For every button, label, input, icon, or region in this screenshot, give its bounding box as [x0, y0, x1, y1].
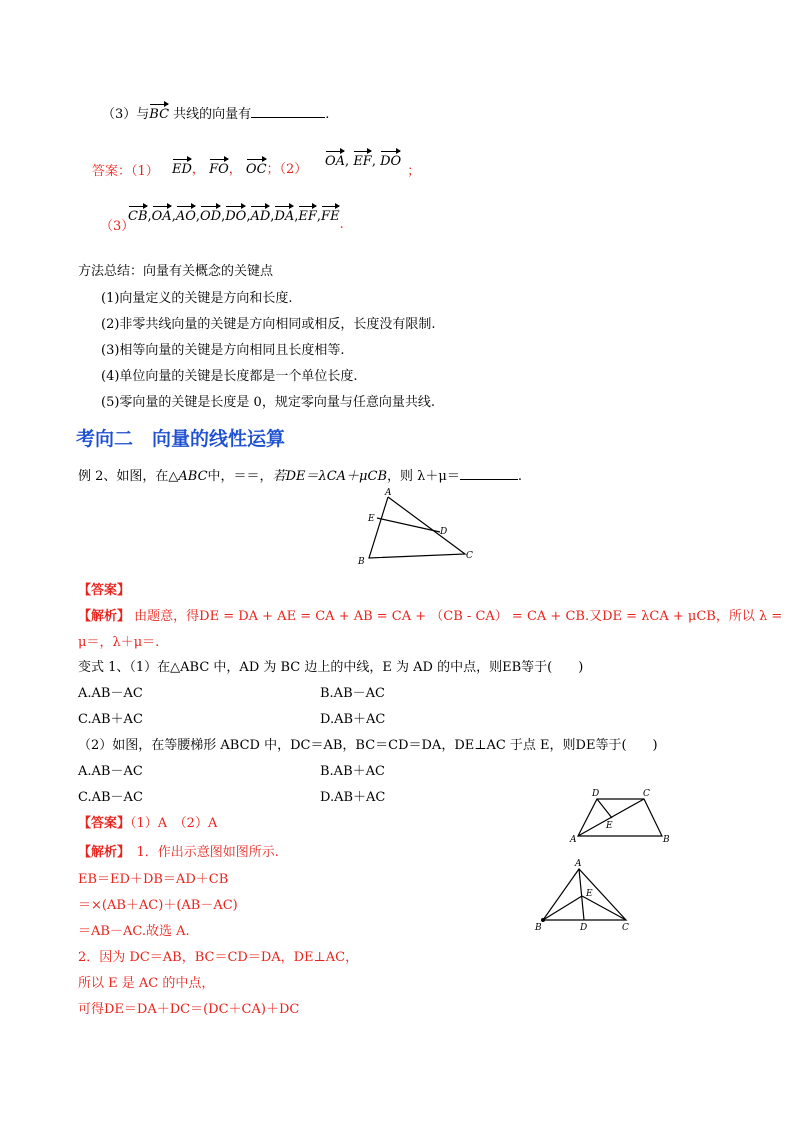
answer-label: 答案：: [92, 164, 132, 179]
vector-da: DA: [274, 205, 294, 226]
label-a: A: [570, 835, 577, 845]
label-d: D: [580, 923, 588, 933]
period: .: [517, 469, 522, 484]
trapezoid-figure: [568, 786, 678, 846]
answer-blank: [251, 105, 325, 118]
label-c: C: [466, 551, 473, 561]
analysis-line: ＝AB－AC.故选 A.: [78, 924, 190, 939]
label-e: E: [368, 514, 375, 524]
section-heading: 考向二 向量的线性运算: [76, 428, 286, 450]
answer-part2-label: ；（2）: [266, 162, 308, 177]
analysis-line: 可得DE＝DA＋DC＝(DC＋CA)＋DC: [78, 1002, 300, 1017]
variant-question-1: 变式 1、（1）在△ABC 中，AD 为 BC 边上的中线，E 为 AD 的中点，则EB等于( ): [78, 660, 584, 675]
label-a: A: [575, 859, 582, 869]
analysis-line: 所以 E 是 AC 的中点，: [78, 976, 215, 991]
answer-text: （1）A （2）A: [130, 816, 218, 831]
option-c: C.AB＋AC: [78, 712, 143, 727]
trapezoid-outline: [578, 799, 662, 836]
label-b: B: [358, 557, 365, 567]
vector-do: DO: [225, 205, 246, 226]
answer-part1-label: （1）: [131, 164, 159, 179]
vector-cb: CB: [128, 205, 148, 226]
option-d: D.AB＋AC: [320, 790, 386, 805]
variant-question-2: （2）如图，在等腰梯形 ABCD 中，DC＝AB，BC＝CD＝DA，DE⊥AC 于点 E，则DE等于( ): [78, 738, 658, 753]
summary-title: 方法总结：向量有关概念的关键点: [78, 264, 274, 279]
hidden: [377, 518, 465, 554]
vector-ef: EF: [353, 150, 372, 171]
vector-do: DO: [380, 150, 401, 171]
analysis-example-2: [78, 608, 782, 626]
answer-blank: [460, 467, 518, 480]
median-ad: [579, 869, 584, 920]
analysis-line: 1．作出示意图如图所示.: [123, 845, 279, 860]
label-c: C: [643, 789, 650, 799]
vector-oc: OC: [246, 158, 267, 179]
period: .: [339, 217, 344, 232]
variant-analysis: [78, 844, 279, 862]
label-d: D: [592, 789, 600, 799]
comma: ，: [191, 162, 205, 177]
label-a: A: [385, 488, 392, 498]
triangle-figure-1: [350, 488, 480, 568]
example-question: ，则 λ＋μ＝: [387, 469, 460, 484]
label-d: D: [440, 527, 448, 537]
answer-label: 【答案】: [78, 583, 131, 598]
summary-item: (1)向量定义的关键是方向和长度.: [101, 291, 293, 306]
analysis-line: EB＝ED＋DB＝AD＋CB: [78, 872, 229, 887]
answer-label: 【答案】: [78, 816, 131, 831]
summary-item: (5)零向量的关键是长度是 0，规定零向量与任意向量共线.: [101, 395, 435, 410]
option-b: B.AB－AC: [320, 686, 385, 701]
vector-bc: BC: [149, 103, 169, 124]
vector-fo: FO: [209, 158, 229, 179]
segment-ec: [582, 896, 626, 920]
label-b: B: [535, 923, 542, 933]
example-text: 中，＝＝，: [207, 469, 273, 484]
vector-fe: FE: [321, 205, 340, 226]
segment-ed: [377, 518, 440, 532]
analysis-line: 2．因为 DC＝AB，BC＝CD＝DA，DE⊥AC，: [78, 950, 359, 965]
label-e: E: [606, 821, 613, 831]
vector-ef: EF: [298, 205, 317, 226]
question-3: [102, 103, 329, 124]
segment-be: [543, 896, 582, 920]
label-c: C: [622, 923, 629, 933]
analysis-text-line-2: μ＝，λ＋μ＝.: [78, 635, 160, 650]
option-a: A.AB－AC: [78, 764, 143, 779]
answer-part1-vectors: [172, 158, 307, 179]
summary-item: (4)单位向量的关键是长度都是一个单位长度.: [101, 369, 358, 384]
segment-de: [597, 799, 612, 818]
variant-answer: [78, 815, 217, 833]
analysis-text: 由题意，得DE = DA + AE = CA + AB = CA + （CB - CA） = CA + CB.又DE = λCA + μCB，所以 λ =: [130, 609, 783, 624]
triangle-figure-2: [530, 856, 640, 936]
option-b: B.AB＋AC: [320, 764, 385, 779]
option-a: A.AB－AC: [78, 686, 143, 701]
semicolon: ；: [407, 164, 421, 179]
answer-part3-vectors: CB,OA,AO,OD,DO,AD,DA,EF,FE.: [128, 205, 344, 226]
vector-oa: OA: [152, 205, 172, 226]
triangle-name: ABC: [178, 469, 208, 484]
vector-ad: AD: [250, 205, 270, 226]
example-2: [78, 467, 522, 486]
analysis-label: 【解析】: [78, 845, 124, 860]
label-b: B: [663, 835, 670, 845]
analysis-label: 【解析】: [78, 609, 131, 624]
vector-oa: OA: [325, 150, 345, 171]
option-d: D.AB＋AC: [320, 712, 386, 727]
q3-end: .: [325, 107, 330, 122]
q3-prefix: （3）与: [102, 107, 150, 122]
option-c: C.AB－AC: [78, 790, 143, 805]
answer-part3-label: （3）: [100, 219, 135, 234]
example-text: 例 2、如图，在△: [78, 469, 179, 484]
vector-ao: AO: [176, 205, 196, 226]
answer-part2-vectors: OA, EF, DO；: [325, 150, 420, 171]
analysis-line: ＝×(AB＋AC)＋(AB－AC): [78, 898, 238, 913]
point-b: [541, 918, 545, 922]
vector-od: OD: [200, 205, 221, 226]
q3-suffix: 共线的向量有: [173, 107, 252, 122]
label-e: E: [586, 889, 593, 899]
vector-ed: ED: [172, 158, 192, 179]
summary-item: (3)相等向量的关键是方向相同且长度相等.: [101, 343, 345, 358]
answer-line-1: [92, 163, 159, 181]
comma: ，: [228, 162, 242, 177]
summary-item: (2)非零共线向量的关键是方向相同或相反，长度没有限制.: [101, 317, 436, 332]
example-condition: 若DE＝λCA＋μCB: [272, 469, 387, 484]
